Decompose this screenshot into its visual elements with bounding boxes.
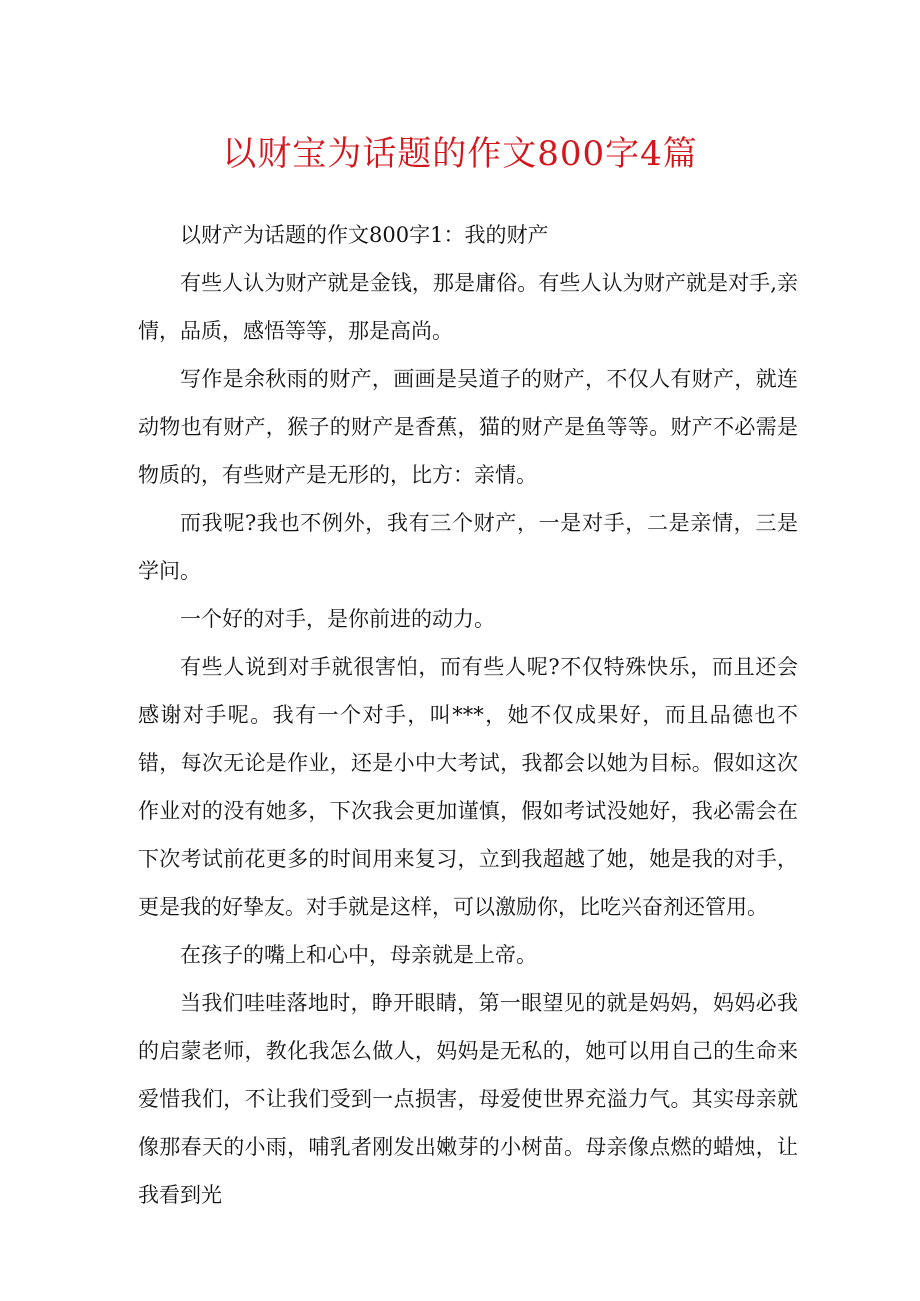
- document-body: [138, 211, 798, 1219]
- paragraph: 写作是余秋雨的财产，画画是吴道子的财产，不仅人有财产，就连动物也有财产，猴子的财产是香蕉，猫的财产是鱼等等。财产不必需是物质的，有些财产是无形的，比方：亲情。: [138, 367, 798, 487]
- paragraph: 一个好的对手，是你前进的动力。: [180, 607, 495, 631]
- paragraph: 在孩子的嘴上和心中，母亲就是上帝。: [180, 943, 537, 967]
- paragraph: 有些人认为财产就是金钱，那是庸俗。有些人认为财产就是对手,亲情，品质，感悟等等，那是高尚。: [138, 271, 798, 343]
- paragraph: 有些人说到对手就很害怕，而有些人呢?不仅特殊快乐，而且还会感谢对手呢。我有一个对手，叫***，她不仅成果好，而且品德也不错，每次无论是作业，还是小中大考试，我都会以她为目标。假如这次作业对的没有她多，下次我会更加谨慎，假如考试没她好，我必需会在下次考试前花更多的时间用来复习，立到我超越了她，她是我的对手，更是我的好挚友。对手就是这样，可以激励你，比吃兴奋剂还管用。: [138, 655, 798, 919]
- document-title: 以财宝为话题的作文800字4篇: [222, 134, 698, 174]
- paragraph: 当我们哇哇落地时，睁开眼睛，第一眼望见的就是妈妈，妈妈必我的启蒙老师，教化我怎么做人，妈妈是无私的，她可以用自己的生命来爱惜我们，不让我们受到一点损害，母爱使世界充溢力气。其实母亲就像那春天的小雨，哺乳者刚发出嫩芽的小树苗。母亲像点燃的蜡烛，让我看到光: [138, 991, 798, 1207]
- paragraph: 而我呢?我也不例外，我有三个财产，一是对手，二是亲情，三是学问。: [138, 511, 798, 583]
- section-heading: 以财产为话题的作文800字1：我的财产: [180, 223, 549, 247]
